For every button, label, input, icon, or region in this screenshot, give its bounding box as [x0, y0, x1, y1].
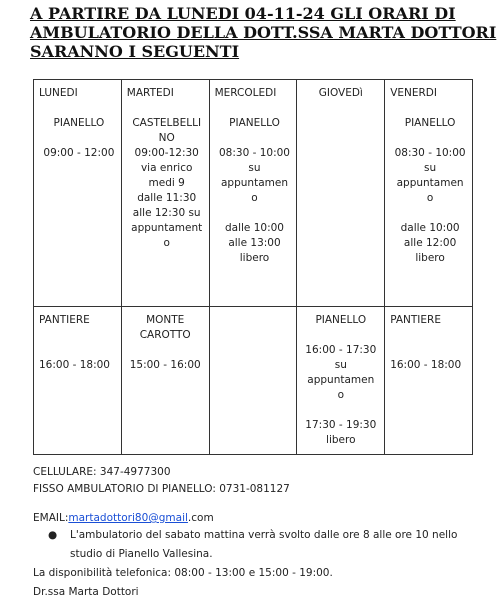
saturday-note-line-2: studio di Pianello Vallesina. — [70, 548, 213, 560]
cell-giovedi-afternoon-text: PIANELLO 16:00 - 17:30 su appuntamen o 17:30 - 19:30 libero — [305, 314, 377, 446]
cell-venerdi-morning-text: PIANELLO 08:30 - 10:00 su appuntamen o dalle 10:00 alle 12:00 libero — [394, 117, 466, 264]
notice-title — [30, 4, 497, 61]
cell-venerdi-morning — [385, 80, 473, 307]
signature-line: Dr.ssa Marta Dottori — [33, 586, 139, 598]
email-line — [33, 512, 214, 524]
cell-lunedi-afternoon-text: PANTIERE 16:00 - 18:00 — [39, 314, 110, 371]
email-suffix: .com — [187, 512, 214, 524]
schedule-row-morning — [34, 80, 473, 307]
title-line-1: A PARTIRE DA LUNEDI 04-11-24 GLI ORARI DI — [30, 4, 456, 23]
schedule-row-afternoon — [34, 307, 473, 455]
disponibilita-line: La disponibilità telefonica: 08:00 - 13:00 e 15:00 - 19:00. — [33, 567, 333, 579]
cell-martedi-afternoon-text: MONTE CAROTTO 15:00 - 16:00 — [129, 314, 201, 371]
cell-martedi-afternoon — [121, 307, 209, 455]
day-header-mercoledi: MERCOLEDI — [214, 87, 277, 99]
cell-lunedi-morning — [34, 80, 122, 307]
saturday-note-line-1: L'ambulatorio del sabato mattina verrà svolto dalle ore 8 alle ore 10 nello — [70, 529, 458, 541]
title-line-3: SARANNO I SEGUENTI — [30, 42, 240, 61]
email-link[interactable]: martadottori80@gmail — [68, 512, 188, 524]
cell-mercoledi-morning-text: PIANELLO 08:30 - 10:00 su appuntamen o dalle 10:00 alle 13:00 libero — [219, 117, 290, 264]
cell-lunedi-afternoon — [34, 307, 122, 455]
cell-martedi-morning-text: CASTELBELLI NO 09:00-12:30 via enrico medi 9 dalle 11:30 alle 12:30 su appuntament o — [131, 117, 203, 249]
cell-mercoledi-morning — [209, 80, 297, 307]
day-header-lunedi: LUNEDI — [39, 87, 78, 99]
cell-giovedi-morning — [297, 80, 385, 307]
cellulare-line: CELLULARE: 347-4977300 — [33, 466, 171, 478]
cell-martedi-morning — [121, 80, 209, 307]
schedule-table — [33, 79, 473, 455]
email-label: EMAIL: — [33, 512, 69, 524]
cell-giovedi-afternoon — [297, 307, 385, 455]
day-header-martedi: MARTEDI — [126, 87, 174, 99]
fisso-line: FISSO AMBULATORIO DI PIANELLO: 0731-081127 — [33, 483, 290, 495]
day-header-giovedi: GIOVEDì — [318, 87, 363, 99]
bullet-icon: ● — [48, 529, 58, 541]
cell-lunedi-morning-text: PIANELLO 09:00 - 12:00 — [43, 117, 115, 159]
day-header-venerdi: VENERDI — [390, 87, 437, 99]
title-line-2: AMBULATORIO DELLA DOTT.SSA MARTA DOTTORI — [30, 23, 497, 42]
cell-mercoledi-afternoon — [209, 307, 297, 455]
cell-venerdi-afternoon-text: PANTIERE 16:00 - 18:00 — [390, 314, 462, 371]
cell-venerdi-afternoon — [385, 307, 473, 455]
